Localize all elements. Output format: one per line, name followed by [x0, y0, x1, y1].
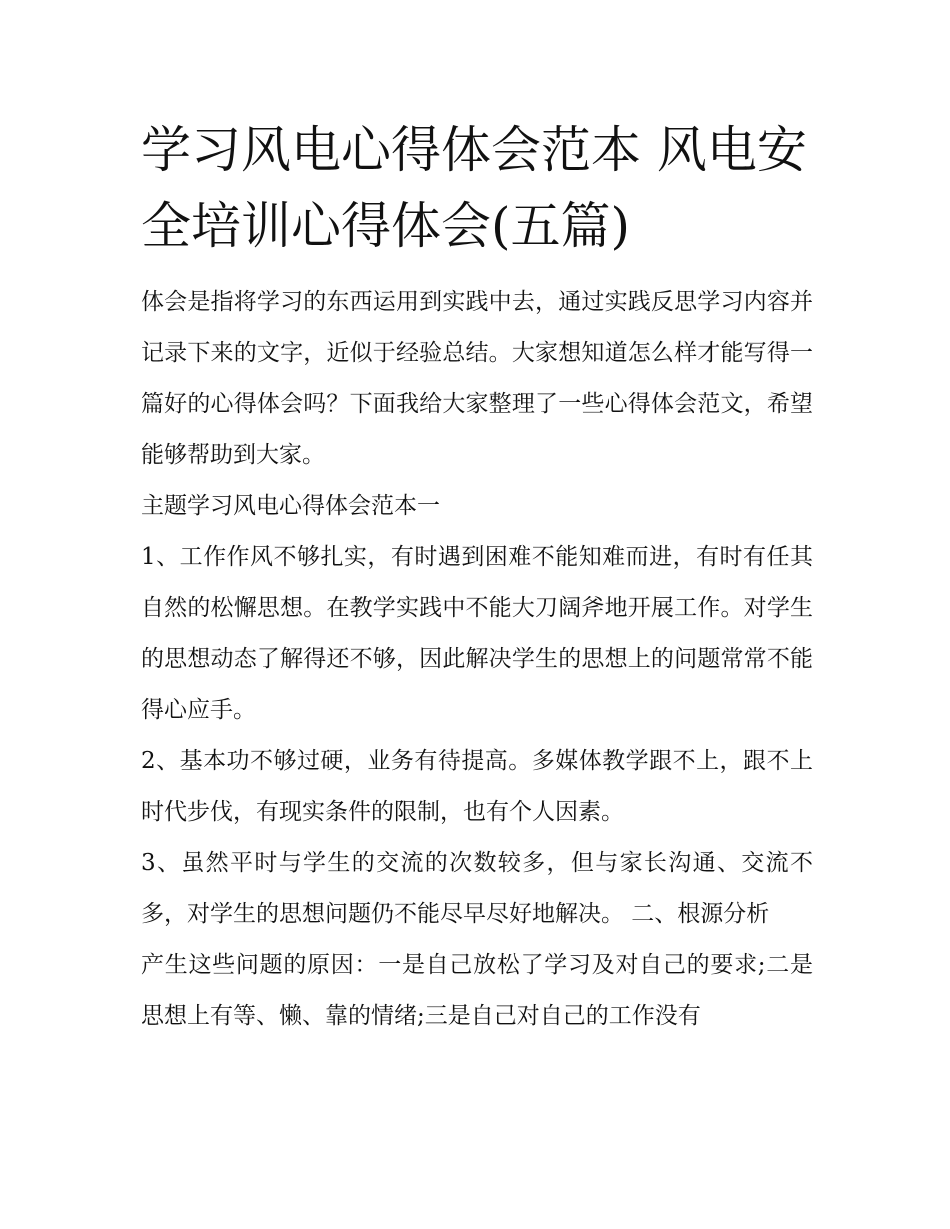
section-heading: 主题学习风电心得体会范本一 — [141, 493, 440, 519]
list-item-3: 3、虽然平时与学生的交流的次数较多，但与家长沟通、交流不多，对学生的思想问题仍不能尽早尽好地解决。 二、根源分析 — [141, 850, 813, 927]
intro-paragraph: 体会是指将学习的东西运用到实践中去，通过实践反思学习内容并记录下来的文字，近似于经验总结。大家想知道怎么样才能写得一篇好的心得体会吗？下面我给大家整理了一些心得体会范文，希望能够帮助到大家。 — [141, 289, 813, 468]
list-item-2: 2、基本功不够过硬，业务有待提高。多媒体教学跟不上，跟不上时代步伐，有现实条件的限制，也有个人因素。 — [141, 748, 813, 825]
cause-paragraph: 产生这些问题的原因：一是自己放松了学习及对自己的要求;二是思想上有等、懒、靠的情绪;三是自己对自己的工作没有 — [141, 952, 813, 1029]
document-page — [141, 112, 813, 1042]
list-item-1: 1、工作作风不够扎实，有时遇到困难不能知难而进，有时有任其自然的松懈思想。在教学实践中不能大刀阔斧地开展工作。对学生的思想动态了解得还不够，因此解决学生的思想上的问题常常不能得心应手。 — [141, 544, 813, 723]
document-title: 学习风电心得体会范本 风电安全培训心得体会(五篇) — [141, 121, 807, 255]
